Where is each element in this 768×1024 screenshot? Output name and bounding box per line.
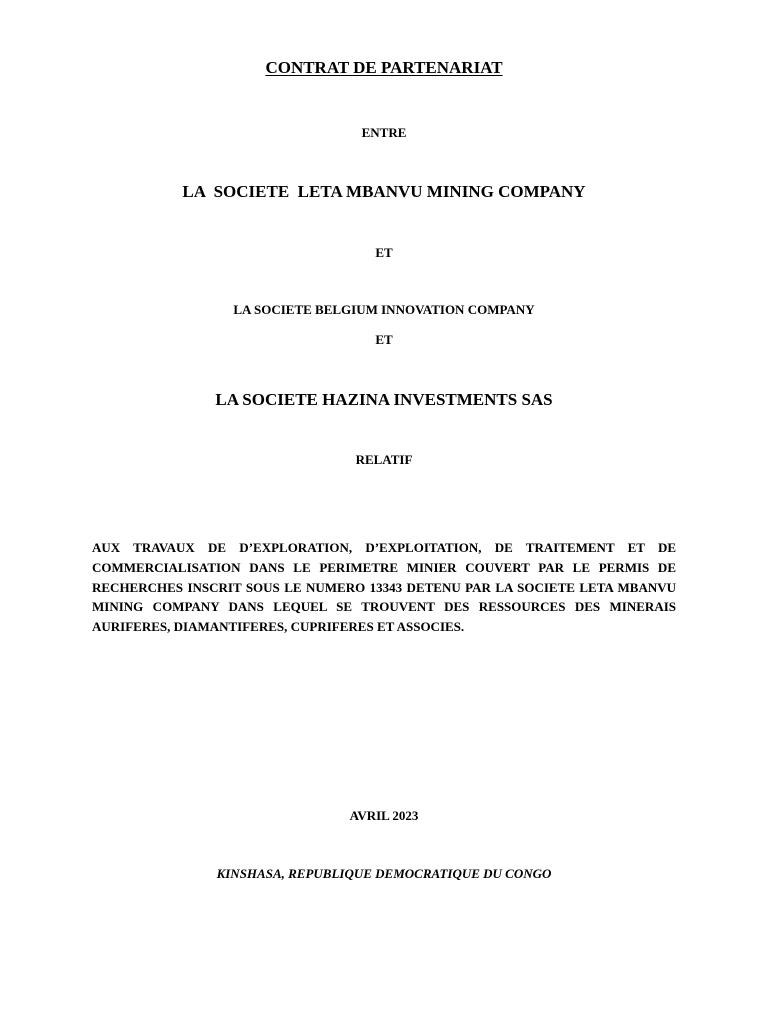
and-label-1: ET [375,245,393,260]
contract-date: AVRIL 2023 [349,808,419,823]
between-label: ENTRE [361,125,407,140]
contract-object-paragraph: AUX TRAVAUX DE D’EXPLORATION, D’EXPLOITATION, DE TRAITEMENT ET DE COMMERCIALISATION DANS LE PERIMETRE MINIER COUVERT PAR LE PERMIS DE RECHERCHES INSCRIT SOUS LE NUMERO 13343 DETENU PAR LA SOCIETE LETA MBANVU MINING COMPANY DANS LEQUEL SE TROUVENT DES RESSOURCES DES MINERAIS AURIFERES, DIAMANTIFERES, CUPRIFERES ET ASSOCIES. [92,540,676,635]
relating-label: RELATIF [355,452,413,467]
contract-place: KINSHASA, REPUBLIQUE DEMOCRATIQUE DU CONGO [216,866,552,881]
contract-title: CONTRAT DE PARTENARIAT [265,58,503,77]
and-label-2: ET [375,332,393,347]
party-2-name: LA SOCIETE BELGIUM INNOVATION COMPANY [233,302,535,317]
party-1-name: LA SOCIETE LETA MBANVU MINING COMPANY [182,182,586,201]
party-3-name: LA SOCIETE HAZINA INVESTMENTS SAS [215,390,553,409]
